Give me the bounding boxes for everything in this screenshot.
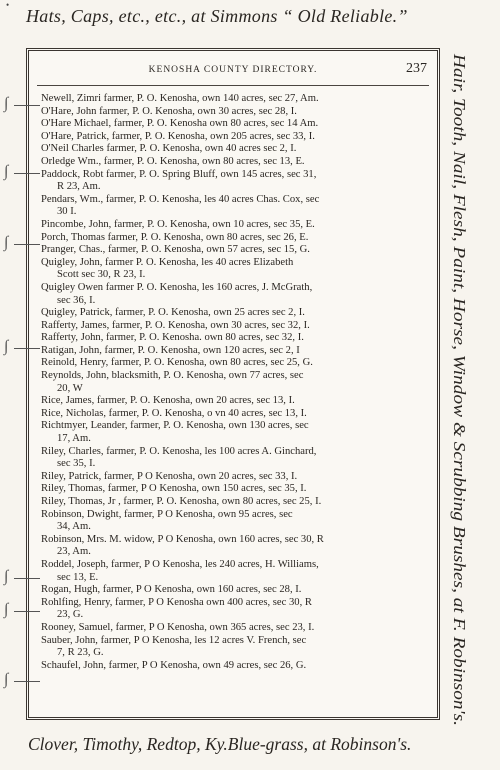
directory-entry: [41, 194, 429, 219]
entry-line: Riley, Patrick, farmer, P O Kenosha, own 20 acres, sec 33, I.: [41, 470, 298, 482]
entry-continuation-line: 20, W: [57, 382, 83, 394]
directory-entry: [41, 446, 429, 471]
margin-mark-line: [14, 578, 40, 579]
margin-mark: ∫: [4, 163, 9, 180]
directory-entry: [41, 257, 429, 282]
entry-line: Schaufel, John, farmer, P O Kenosha, own 49 acres, sec 26, G.: [41, 659, 307, 671]
margin-mark: ∫: [4, 95, 9, 112]
entry-continuation-line: sec 13, E.: [57, 571, 99, 583]
directory-entry: [41, 395, 429, 408]
directory-entry: [41, 370, 429, 395]
directory-entry: [41, 483, 429, 496]
entry-line: Rogan, Hugh, farmer, P O Kenosha, own 160 acres, sec 28, I.: [41, 584, 302, 596]
entry-line: Quigley, Patrick, farmer, P. O. Kenosha, own 25 acres sec 2, I.: [41, 307, 305, 319]
entry-line: Ratigan, John, farmer, P. O. Kenosha, own 120 acres, sec 2, I: [41, 344, 300, 356]
directory-entries: [41, 93, 429, 672]
page-header: [29, 61, 437, 81]
directory-entry: [41, 534, 429, 559]
entry-line: Pranger, Chas., farmer, P. O. Kenosha, own 57 acres, sec 15, G.: [41, 244, 310, 256]
directory-entry: [41, 320, 429, 333]
margin-mark: ∫: [4, 568, 9, 585]
side-advertisement: [446, 52, 478, 728]
margin-mark-line: [14, 244, 40, 245]
entry-line: Richtmyer, Leander, farmer, P. O. Kenosha, own 130 acres, sec: [41, 420, 309, 432]
directory-entry: [41, 420, 429, 445]
entry-continuation-line: Scott sec 30, R 23, I.: [57, 269, 146, 281]
directory-page-frame: [26, 48, 440, 720]
directory-entry: [41, 93, 429, 106]
directory-entry: [41, 509, 429, 534]
entry-line: O'Hare Michael, farmer, P. O. Kenosha own 80 acres, sec 14 Am.: [41, 118, 319, 130]
entry-line: Rice, James, farmer, P. O. Kenosha, own 20 acres, sec 13, I.: [41, 395, 295, 407]
margin-mark-line: [14, 348, 40, 349]
entry-line: Orledge Wm., farmer, P. O. Kenosha, own 80 acres, sec 13, E.: [41, 155, 305, 167]
directory-entry: [41, 118, 429, 131]
margin-mark-line: [14, 611, 40, 612]
directory-entry: [41, 408, 429, 421]
entry-line: O'Hare, John farmer, P. O. Kenosha, own 30 acres, sec 28, I.: [41, 105, 297, 117]
entry-line: Quigley Owen farmer P. O. Kenosha, les 160 acres, J. McGrath,: [41, 281, 313, 293]
directory-entry: [41, 345, 429, 358]
entry-continuation-line: 23, G.: [57, 609, 84, 621]
header-rule: [37, 85, 429, 86]
entry-line: Reynolds, John, blacksmith, P. O. Kenosha, own 77 acres, sec: [41, 370, 304, 382]
margin-mark: ∫: [4, 601, 9, 618]
directory-entry: [41, 597, 429, 622]
entry-continuation-line: R 23, Am.: [57, 181, 101, 193]
entry-continuation-line: sec 36, I.: [57, 294, 96, 306]
entry-continuation-line: 34, Am.: [57, 521, 91, 533]
entry-line: Newell, Zimri farmer, P. O. Kenosha, own 140 acres, sec 27, Am.: [41, 93, 319, 104]
directory-entry: [41, 307, 429, 320]
directory-entry: [41, 635, 429, 660]
entry-line: Rice, Nicholas, farmer, P. O. Kenosha, o vn 40 acres, sec 13, I.: [41, 407, 307, 419]
entry-continuation-line: 23, Am.: [57, 546, 91, 558]
directory-entry: [41, 156, 429, 169]
entry-continuation-line: 30 I.: [57, 206, 77, 218]
entry-line: Rafferty, John, farmer, P. O. Kenosha. own 80 acres, sec 32, I.: [41, 332, 304, 344]
directory-entry: [41, 131, 429, 144]
directory-entry: [41, 559, 429, 584]
directory-entry: [41, 244, 429, 257]
directory-entry: [41, 357, 429, 370]
directory-entry: [41, 232, 429, 245]
margin-mark-line: [14, 105, 40, 106]
entry-line: O'Neil Charles farmer, P. O. Kenosha, own 40 acres sec 2, I.: [41, 143, 297, 155]
bullet-mark: •: [6, 0, 10, 10]
entry-line: Riley, Charles, farmer, P. O. Kenosha, les 100 acres A. Ginchard,: [41, 445, 317, 457]
entry-line: Rooney, Samuel, farmer, P O Kenosha, own 365 acres, sec 23, I.: [41, 621, 315, 633]
directory-entry: [41, 219, 429, 232]
entry-continuation-line: 7, R 23, G.: [57, 647, 104, 659]
entry-line: Paddock, Robt farmer, P. O. Spring Bluff, own 145 acres, sec 31,: [41, 168, 317, 180]
directory-entry: [41, 282, 429, 307]
entry-continuation-line: sec 35, I.: [57, 458, 96, 470]
top-advertisement: Hats, Caps, etc., etc., at Simmons “ Old Reliable.”: [26, 6, 408, 26]
margin-mark-line: [14, 173, 40, 174]
entry-line: Quigley, John, farmer P. O. Kenosha, les 40 acres Elizabeth: [41, 256, 294, 268]
margin-mark: ∫: [4, 234, 9, 251]
entry-line: Robinson, Dwight, farmer, P O Kenosha, own 95 acres, sec: [41, 508, 293, 520]
directory-entry: [41, 622, 429, 635]
entry-line: Robinson, Mrs. M. widow, P O Kenosha, own 160 acres, sec 30, R: [41, 533, 324, 545]
entry-line: Reinold, Henry, farmer, P. O. Kenosha, own 80 acres, sec 25, G.: [41, 357, 313, 369]
directory-entry: [41, 660, 429, 673]
directory-entry: [41, 332, 429, 345]
entry-line: Sauber, John, farmer, P O Kenosha, les 12 acres V. French, sec: [41, 634, 307, 646]
page-title: KENOSHA COUNTY DIRECTORY.: [148, 65, 318, 75]
margin-mark: ∫: [4, 671, 9, 688]
page-number: 237: [406, 61, 427, 76]
directory-entry: [41, 584, 429, 597]
margin-mark-line: [14, 681, 40, 682]
entry-line: Rafferty, James, farmer, P. O. Kenosha, own 30 acres, sec 32, I.: [41, 319, 310, 331]
bottom-advertisement: Clover, Timothy, Redtop, Ky.Blue-grass, at Robinson's.: [28, 734, 412, 754]
margin-mark: ∫: [4, 338, 9, 355]
directory-entry: [41, 496, 429, 509]
entry-line: Pendars, Wm., farmer, P. O. Kenosha, les 40 acres Chas. Cox, sec: [41, 193, 320, 205]
directory-entry: [41, 143, 429, 156]
entry-line: Pincombe, John, farmer, P. O. Kenosha, own 10 acres, sec 35, E.: [41, 218, 315, 230]
side-advertisement-svg: [446, 52, 478, 728]
entry-line: Roddel, Joseph, farmer, P O Kenosha, les 240 acres, H. Williams,: [41, 558, 319, 570]
side-advertisement-text: Hair, Tooth, Nail, Flesh, Paint, Horse, Window & Scrubbing Brushes, at F. Robinson's.: [450, 54, 469, 646]
directory-entry: [41, 471, 429, 484]
directory-entry: [41, 169, 429, 194]
directory-entry: [41, 106, 429, 119]
entry-line: Rohlfing, Henry, farmer, P O Kenosha own 400 acres, sec 30, R: [41, 596, 312, 608]
entry-line: O'Hare, Patrick, farmer, P. O. Kenosha, own 205 acres, sec 33, I.: [41, 130, 315, 142]
entry-line: Porch, Thomas farmer, P. O. Kenosha, own 80 acres, sec 26, E.: [41, 231, 309, 243]
entry-line: Riley, Thomas, Jr , farmer, P. O. Kenosha, own 80 acres, sec 25, I.: [41, 496, 322, 507]
entry-continuation-line: 17, Am.: [57, 433, 91, 445]
entry-line: Riley, Thomas, farmer, P O Kenosha, own 150 acres, sec 35, I.: [41, 483, 307, 495]
